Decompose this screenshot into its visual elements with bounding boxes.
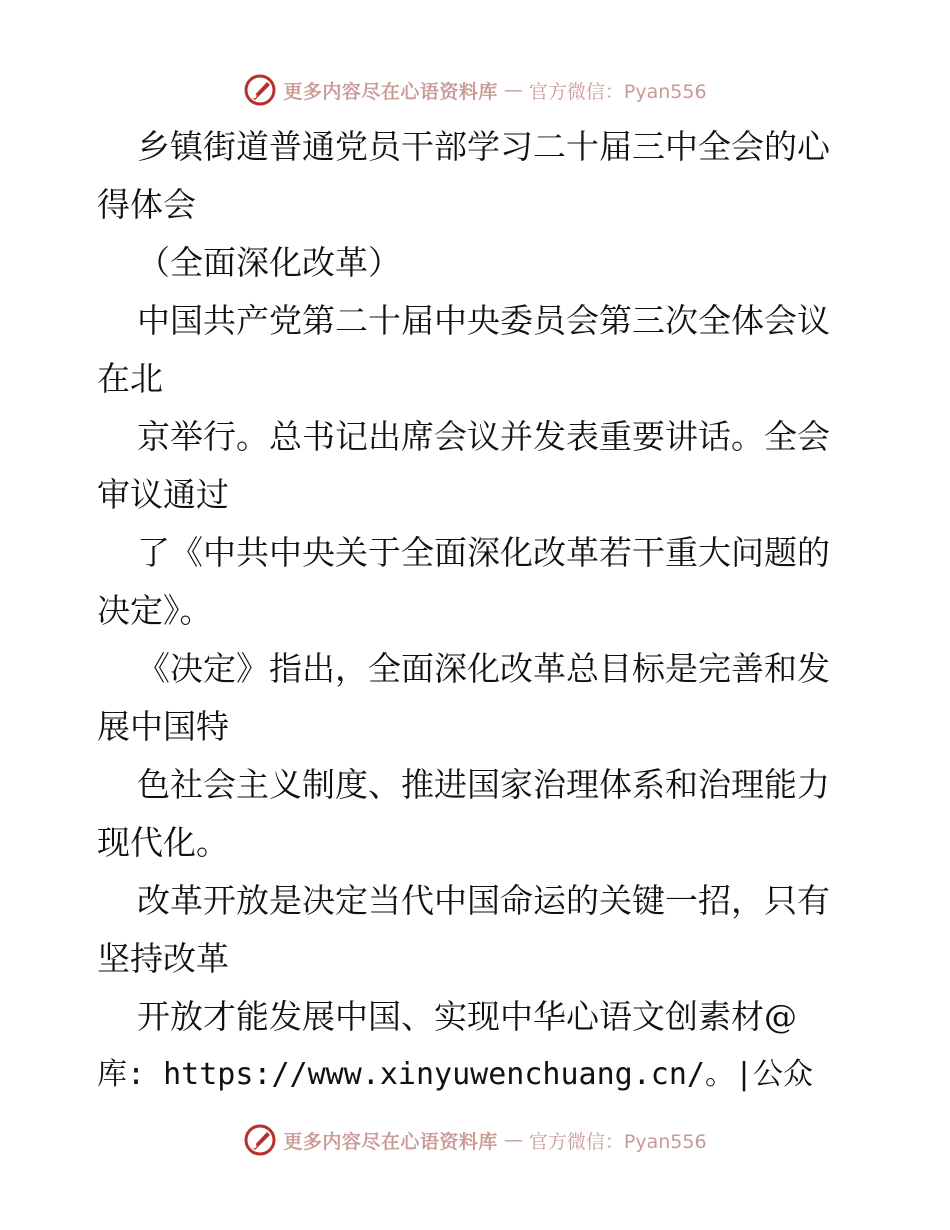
paragraph-line: 了《中共中央关于全面深化改革若干重大问题的: [137, 533, 830, 572]
watermark-separator: —: [503, 1129, 523, 1151]
watermark-separator: —: [503, 79, 523, 101]
header-watermark: [0, 70, 950, 110]
paragraph-line: 在北: [97, 359, 163, 398]
paragraph-line: 《决定》指出，全面深化改革总目标是完善和发: [137, 649, 830, 688]
paragraph-line: 展中国特: [97, 707, 229, 746]
subtitle: （全面深化改革）: [137, 243, 401, 282]
paragraph-line: 审议通过: [97, 475, 229, 514]
watermark-wechat: 官方微信：Pyan556: [528, 1130, 707, 1153]
paragraph-line: 现代化。: [97, 823, 229, 862]
watermark-text: 更多内容尽在心语资料库: [283, 1130, 498, 1153]
paragraph-line: 改革开放是决定当代中国命运的关键一招，只有: [137, 881, 830, 920]
pen-logo-icon: [243, 73, 277, 107]
paragraph-line: 色社会主义制度、推进国家治理体系和治理能力: [137, 765, 830, 804]
footer-watermark: [0, 1120, 950, 1160]
document-body: [97, 118, 857, 1104]
paragraph-line: 开放才能发展中国、实现中华心语文创素材@: [137, 997, 797, 1036]
watermark-wechat: 官方微信：Pyan556: [528, 80, 707, 103]
paragraph-line: 中国共产党第二十届中央委员会第三次全体会议: [137, 301, 830, 340]
pen-logo-icon: [243, 1123, 277, 1157]
paragraph-line: 京举行。总书记出席会议并发表重要讲话。全会: [137, 417, 830, 456]
paragraph-line: 决定》。: [97, 591, 213, 630]
watermark-text: 更多内容尽在心语资料库: [283, 80, 498, 103]
title-line-1: 乡镇街道普通党员干部学习二十届三中全会的心: [137, 127, 830, 166]
url-line: 库: https://www.xinyuwenchuang.cn/。|公众: [97, 1057, 814, 1092]
paragraph-line: 坚持改革: [97, 939, 229, 978]
title-line-2: 得体会: [97, 185, 196, 224]
